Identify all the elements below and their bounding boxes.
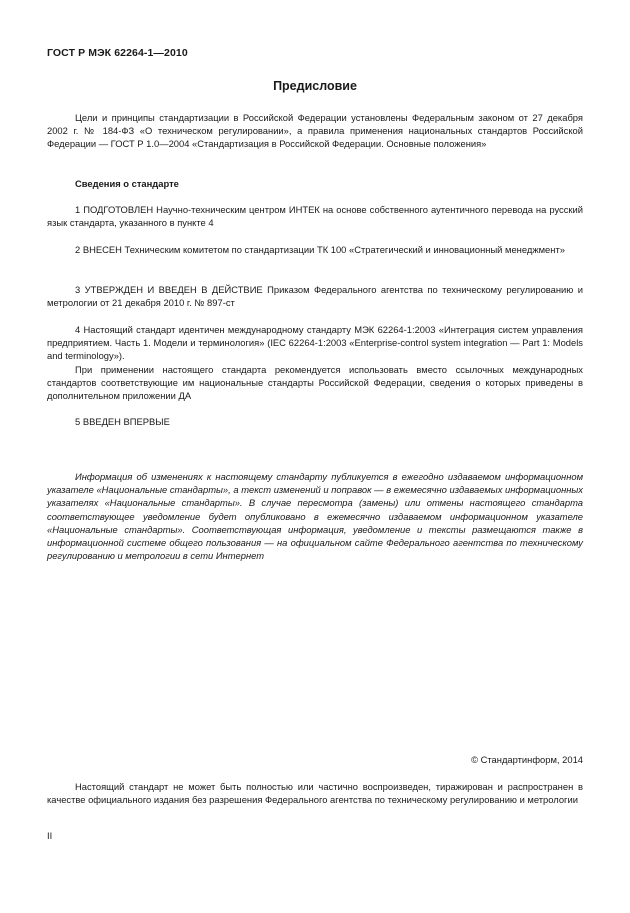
info-item-1: 1 ПОДГОТОВЛЕН Научно-техническим центром ИНТЕК на основе собственного аутентичного перевода на русский язык стандарта, указанного в пункте 4 (47, 204, 583, 229)
changes-notice: Информация об изменениях к настоящему стандарту публикуется в ежегодно издаваемом информационном указателе «Национальные стандарты», а текст изменений и поправок — в ежемесячно издаваемых информационных указателях «Национальные стандарты». В случае пересмотра (замены) или отмены настоящего стандарта соответствующее уведомление будет опубликовано в ежемесячно издаваемом информационном указателе «Национальные стандарты». Соответствующая информация, уведомление и тексты размещаются также в информационной системе общего пользования — на официальном сайте Федерального агентства по техническому регулированию и метрологии в сети Интернет (47, 471, 583, 562)
preface-paragraph: Цели и принципы стандартизации в Российской Федерации установлены Федеральным законом от 27 декабря 2002 г. № 184-ФЗ «О техническом регулировании», а правила применения национальных стандартов Российской Федерации — ГОСТ Р 1.0—2004 «Стандартизация в Российской Федерации. Основные положения» (47, 112, 583, 150)
standard-code: ГОСТ Р МЭК 62264-1—2010 (47, 47, 188, 59)
info-item-4-note: При применении настоящего стандарта рекомендуется использовать вместо ссылочных международных стандартов соответствующие им национальные стандарты Российской Федерации, сведения о которых приведены в дополнительном приложении ДА (47, 364, 583, 402)
page-number: II (47, 830, 53, 841)
info-heading: Сведения о стандарте (75, 178, 179, 189)
page-title: Предисловие (273, 79, 357, 93)
info-item-4: 4 Настоящий стандарт идентичен международному стандарту МЭК 62264-1:2003 «Интеграция систем управления предприятием. Часть 1. Модели и терминология» (IEC 62264-1:2003 «Enterprise-control system integration — Part 1: Models and terminology»). (47, 324, 583, 362)
info-item-5: 5 ВВЕДЕН ВПЕРВЫЕ (75, 416, 170, 427)
reproduction-notice: Настоящий стандарт не может быть полностью или частично воспроизведен, тиражирован и распространен в качестве официального издания без разрешения Федерального агентства по техническому регулированию и метрологии (47, 781, 583, 806)
info-item-2: 2 ВНЕСЕН Техническим комитетом по стандартизации ТК 100 «Стратегический и инновационный менеджмент» (75, 244, 565, 255)
info-item-3: 3 УТВЕРЖДЕН И ВВЕДЕН В ДЕЙСТВИЕ Приказом Федерального агентства по техническому регулированию и метрологии от 21 декабря 2010 г. № 897-ст (47, 284, 583, 309)
copyright: © Стандартинформ, 2014 (471, 754, 583, 765)
